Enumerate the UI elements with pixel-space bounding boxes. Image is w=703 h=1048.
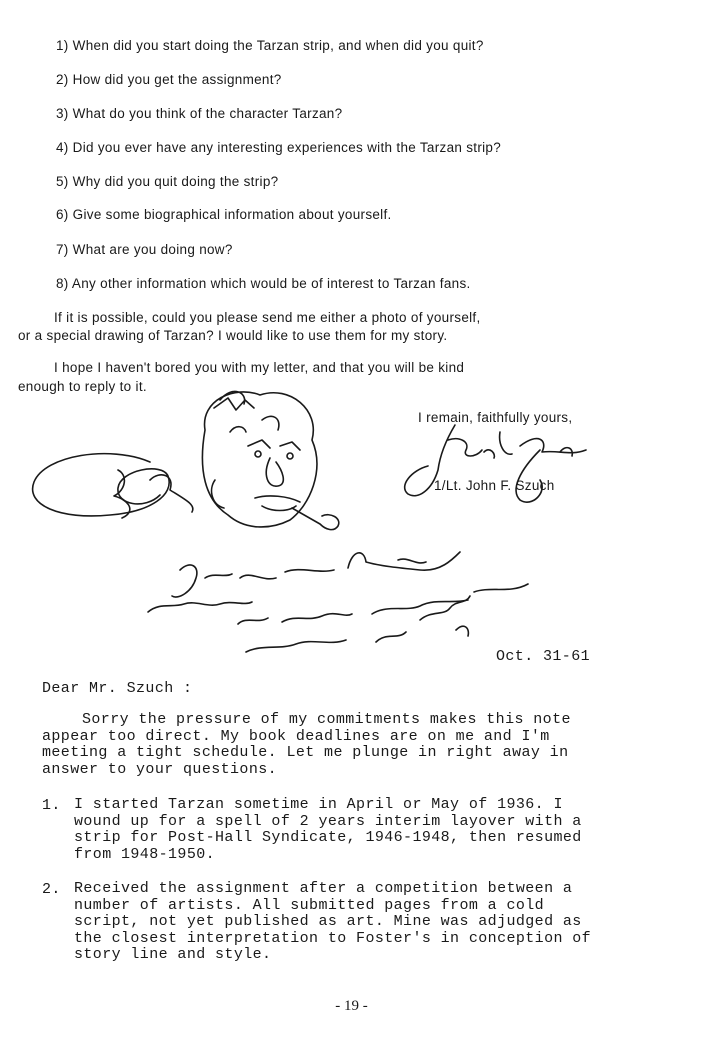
answer-line: from 1948-1950. (74, 845, 216, 863)
intro-line: appear too direct. My book deadlines are on me and I'm (42, 727, 550, 745)
intro-line: meeting a tight schedule. Let me plunge in right away in (42, 744, 569, 761)
closing-request-line-1: I hope I haven't bored you with my letter, and that you will be kind (54, 360, 465, 375)
question-item: 3) What do you think of the character Tarzan? (56, 106, 343, 121)
question-item: 2) How did you get the assignment? (56, 72, 282, 87)
scribble-loop-drawing (33, 454, 193, 518)
answer-number: 2. (42, 881, 61, 898)
answer-line: wound up for a spell of 2 years interim layover with a (74, 812, 582, 830)
photo-request-line-1: If it is possible, could you please send me either a photo of yourself, (54, 310, 481, 325)
answer-line: strip for Post-Hall Syndicate, 1946-1948, then resumed (74, 829, 582, 846)
question-item: 8) Any other information which would be of interest to Tarzan fans. (56, 276, 471, 291)
answer-line: Received the assignment after a competition between a (74, 880, 573, 897)
answer-line: the closest interpretation to Foster's in conception of (74, 929, 592, 947)
typed-name: 1/Lt. John F. Szuch (434, 478, 555, 493)
reply-date: Oct. 31-61 (496, 648, 591, 665)
answer-item (42, 881, 642, 964)
question-item: 7) What are you doing now? (56, 242, 233, 257)
intro-line: answer to your questions. (42, 760, 278, 778)
reply-salutation: Dear Mr. Szuch : (42, 680, 193, 697)
question-item: 6) Give some biographical information about yourself. (56, 207, 392, 222)
closing-salutation: I remain, faithfully yours, (418, 410, 573, 425)
closing-request-line-2: enough to reply to it. (18, 379, 147, 394)
signature (405, 425, 586, 502)
reply-intro (42, 712, 632, 778)
answer-line: script, not yet published as art. Mine was adjudged as (74, 913, 582, 930)
handwritten-note-strokes (148, 552, 528, 652)
page-number: - 19 - (335, 998, 368, 1014)
caricature-sketch (202, 391, 338, 529)
answer-line: number of artists. All submitted pages from a cold (74, 896, 545, 914)
question-item: 4) Did you ever have any interesting experiences with the Tarzan strip? (56, 140, 502, 155)
answer-item (42, 797, 642, 863)
photo-request-line-2: or a special drawing of Tarzan? I would like to use them for my story. (18, 328, 448, 343)
intro-line: Sorry the pressure of my commitments makes this note (82, 711, 571, 728)
answer-line: I started Tarzan sometime in April or May of 1936. I (74, 796, 563, 813)
answer-line: story line and style. (74, 946, 272, 963)
question-item: 5) Why did you quit doing the strip? (56, 174, 279, 189)
question-item: 1) When did you start doing the Tarzan strip, and when did you quit? (56, 38, 484, 53)
answer-number: 1. (42, 797, 61, 814)
